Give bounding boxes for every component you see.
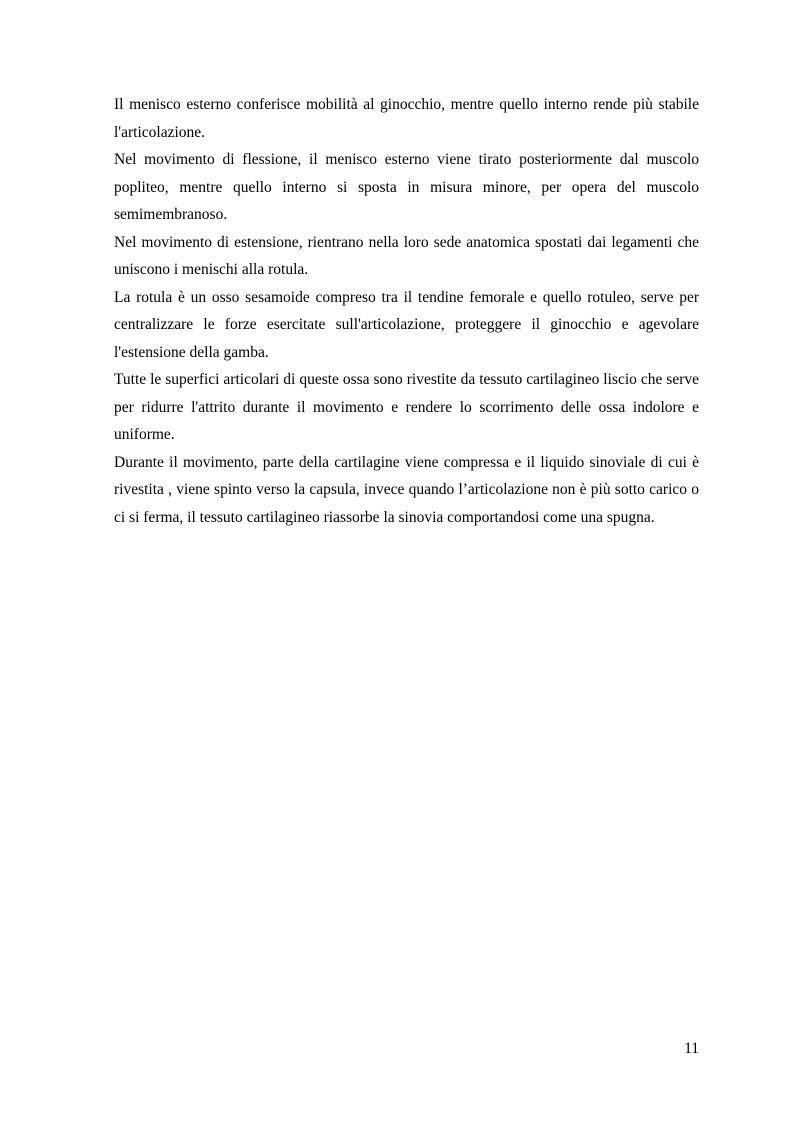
paragraph-superfici-articolari: Tutte le superfici articolari di queste ossa sono rivestite da tessuto cartilagineo liscio che serve per ridurre l'attrito durante il movimento e rendere lo scorrimento delle ossa indolore e uniforme. (114, 371, 699, 443)
paragraph-flessione: Nel movimento di flessione, il menisco esterno viene tirato posteriormente dal muscolo popliteo, mentre quello interno si sposta in misura minore, per opera del muscolo semimembranoso. (114, 151, 699, 223)
page-number: 11 (684, 1040, 699, 1057)
paragraph-estensione: Nel movimento di estensione, rientrano nella loro sede anatomica spostati dai legamenti che uniscono i menischi alla rotula. (114, 233, 699, 278)
paragraph-menisco-esterno: Il menisco esterno conferisce mobilità al ginocchio, mentre quello interno rende più stabile l'articolazione. (114, 96, 699, 141)
body-text (114, 91, 699, 531)
paragraph-rotula: La rotula è un osso sesamoide compreso tra il tendine femorale e quello rotuleo, serve per centralizzare le forze esercitate sull'articolazione, proteggere il ginocchio e agevolare l'estensione della gamba. (114, 288, 699, 361)
paragraph-cartilagine: Durante il movimento, parte della cartilagine viene compressa e il liquido sinoviale di cui è rivestita , viene spinto verso la capsula, invece quando l’articolazione non è più sotto carico o ci si ferma, il tessuto cartilagineo riassorbe la sinovia comportandosi come una spugna. (114, 453, 699, 526)
